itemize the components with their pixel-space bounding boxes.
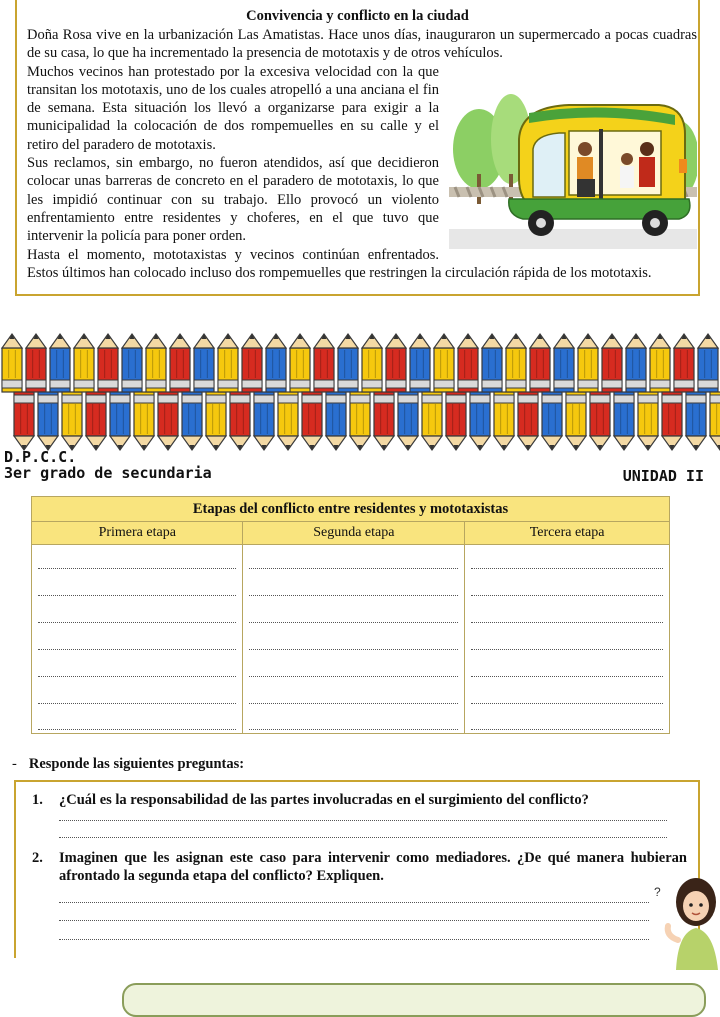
pencil-icon [662, 392, 682, 450]
answer-line[interactable] [59, 820, 667, 821]
pencil-icon [614, 392, 634, 450]
pencil-icon [158, 392, 178, 450]
stage-cell[interactable] [32, 626, 243, 653]
pencil-icon [398, 392, 418, 450]
pencil-icon [26, 334, 46, 392]
pencil-icon [638, 392, 658, 450]
answer-dotted-line [249, 675, 458, 677]
pencil-icon [110, 392, 130, 450]
answer-dotted-line [38, 594, 236, 596]
pencil-icon [134, 392, 154, 450]
question-1-number: 1. [32, 791, 43, 809]
pencil-icon [242, 334, 262, 392]
stage-cell[interactable] [243, 626, 465, 653]
question-1 [32, 791, 672, 809]
answer-dotted-line [249, 594, 458, 596]
pencil-icon [686, 392, 706, 450]
pencil-icon [194, 334, 214, 392]
stage-cell[interactable] [243, 680, 465, 707]
reading-title: Convivencia y conflicto en la ciudad [17, 8, 698, 25]
stage-cell[interactable] [465, 626, 670, 653]
stage-cell[interactable] [32, 707, 243, 734]
table-row [32, 599, 670, 626]
pencil-icon [410, 334, 430, 392]
pencil-icon [374, 392, 394, 450]
table-title: Etapas del conflicto entre residentes y mototaxistas [32, 497, 670, 522]
pencil-icon [302, 392, 322, 450]
column-header-3: Tercera etapa [465, 522, 670, 545]
answer-dotted-line [249, 728, 458, 730]
table-row [32, 653, 670, 680]
pencil-icon [146, 334, 166, 392]
pencil-icon [170, 334, 190, 392]
stage-cell[interactable] [243, 572, 465, 599]
answer-dotted-line [471, 594, 663, 596]
column-header-1: Primera etapa [32, 522, 243, 545]
answer-dotted-line [249, 648, 458, 650]
answer-dotted-line [471, 702, 663, 704]
reading-paragraph-1: Doña Rosa vive en la urbanización Las Amatistas. Hace unos días, inauguraron un supermercado a pocas cuadras de su casa, lo que ha incrementado la presencia de mototaxis y de otros vehículos. [27, 26, 697, 63]
answer-dotted-line [38, 621, 236, 623]
answer-dotted-line [471, 728, 663, 730]
pencil-icon [650, 334, 670, 392]
pencil-icon [314, 334, 334, 392]
grade-label: 3er grado de secundaria [4, 465, 212, 481]
answer-dotted-line [38, 675, 236, 677]
pencil-icon [482, 334, 502, 392]
pencil-icon [698, 334, 718, 392]
pencil-icon [386, 334, 406, 392]
answer-dotted-line [471, 675, 663, 677]
pencil-icon [230, 392, 250, 450]
pencil-icon [266, 334, 286, 392]
question-2-number: 2. [32, 849, 43, 867]
stage-cell[interactable] [32, 680, 243, 707]
course-name: D.P.C.C. [4, 449, 212, 465]
pencil-icon [2, 334, 22, 392]
answer-dotted-line [249, 621, 458, 623]
answer-dotted-line [471, 621, 663, 623]
answer-line[interactable] [59, 902, 649, 903]
instruction-text: Responde las siguientes preguntas: [29, 756, 244, 772]
pencil-icon [422, 392, 442, 450]
pencil-icon [182, 392, 202, 450]
question-1-text: ¿Cuál es la responsabilidad de las partes involucradas en el surgimiento del conflicto? [59, 791, 672, 809]
table-row [32, 680, 670, 707]
pencil-icon [494, 392, 514, 450]
stage-cell[interactable] [243, 653, 465, 680]
pencil-icon [254, 392, 274, 450]
instruction [12, 756, 244, 773]
stage-cell[interactable] [465, 707, 670, 734]
answer-line[interactable] [59, 939, 649, 940]
next-section-box [122, 983, 706, 1017]
pencil-icon [278, 392, 298, 450]
stage-cell[interactable] [32, 572, 243, 599]
pencil-icon [206, 392, 226, 450]
pencil-icon [86, 392, 106, 450]
pencil-border-decoration [0, 332, 720, 454]
answer-dotted-line [38, 728, 236, 730]
stage-cell[interactable] [465, 653, 670, 680]
pencil-icon [470, 392, 490, 450]
question-2-text: Imaginen que les asignan este caso para intervenir como mediadores. ¿De qué manera hubieran afrontado la segunda etapa del conflicto? Expliquen. [59, 849, 687, 885]
pencil-icon [626, 334, 646, 392]
pencil-icon [98, 334, 118, 392]
questions-box [14, 780, 700, 958]
answer-dotted-line [249, 702, 458, 704]
pencil-icon [590, 392, 610, 450]
pencil-icon [710, 392, 720, 450]
stage-cell[interactable] [465, 680, 670, 707]
pencil-icon [602, 334, 622, 392]
column-header-2: Segunda etapa [243, 522, 465, 545]
thinking-girl-illustration [648, 870, 720, 970]
pencil-icon [338, 334, 358, 392]
unit-label: UNIDAD II [623, 467, 704, 485]
pencil-icon [62, 392, 82, 450]
stage-cell[interactable] [32, 545, 243, 572]
pencil-icon [530, 334, 550, 392]
answer-line[interactable] [59, 920, 649, 921]
pencil-icon [518, 392, 538, 450]
pencil-icon [74, 334, 94, 392]
table-row [32, 626, 670, 653]
reading-paragraph-3: Sus reclamos, sin embargo, no fueron atendidos, así que decidieron colocar unas barreras de concreto en el paradero de mototaxis, lo que les impidió continuar con su trabajo. Ello provocó un violento enfrentamiento entre residentes y choferes, en el que tuvo que intervenir la policía para poner orden. [27, 154, 697, 245]
instruction-dash: - [12, 756, 17, 772]
pencil-icon [578, 334, 598, 392]
mototaxi-illustration [449, 79, 697, 249]
stage-cell[interactable] [243, 545, 465, 572]
stage-cell[interactable] [243, 707, 465, 734]
pencil-icon [14, 392, 34, 450]
stage-cell[interactable] [32, 653, 243, 680]
answer-dotted-line [38, 567, 236, 569]
stage-cell[interactable] [32, 599, 243, 626]
pencil-icon [542, 392, 562, 450]
pencil-icon [362, 334, 382, 392]
pencil-icon [566, 392, 586, 450]
reading-text [27, 26, 697, 282]
pencil-icon [218, 334, 238, 392]
answer-dotted-line [471, 648, 663, 650]
answer-line[interactable] [59, 837, 667, 838]
stages-table [31, 496, 670, 734]
pencil-icon [38, 392, 58, 450]
question-mark: ? [654, 885, 661, 899]
pencil-icon [50, 334, 70, 392]
table-row [32, 572, 670, 599]
pencil-icon [674, 334, 694, 392]
stage-cell[interactable] [465, 572, 670, 599]
pencil-icon [446, 392, 466, 450]
question-2 [32, 849, 687, 885]
stage-cell[interactable] [465, 545, 670, 572]
reading-box [15, 0, 700, 296]
stage-cell[interactable] [243, 599, 465, 626]
pencil-icon [326, 392, 346, 450]
answer-dotted-line [38, 702, 236, 704]
reading-paragraph-4: Hasta el momento, mototaxistas y vecinos continúan enfrentados. Estos últimos han colocado incluso dos rompemuelles que restringen la circulación rápida de los mototaxis. [27, 246, 697, 283]
course-header [4, 449, 212, 481]
pencil-icon [434, 334, 454, 392]
pencil-icon [122, 334, 142, 392]
answer-dotted-line [249, 567, 458, 569]
pencil-icon [554, 334, 574, 392]
stage-cell[interactable] [465, 599, 670, 626]
table-row [32, 707, 670, 734]
pencil-icon [350, 392, 370, 450]
reading-paragraph-2: Muchos vecinos han protestado por la excesiva velocidad con la que transitan los mototaxis, uno de los cuales atropelló a una anciana el fin de semana. Esta situación los llevó a organizarse para exigir a la municipalidad la colocación de dos rompemuelles en su calle y el retiro del paradero de mototaxis. [27, 63, 697, 154]
pencil-icon [458, 334, 478, 392]
table-row [32, 545, 670, 572]
answer-dotted-line [38, 648, 236, 650]
pencil-icon [506, 334, 526, 392]
answer-dotted-line [471, 567, 663, 569]
pencil-icon [290, 334, 310, 392]
